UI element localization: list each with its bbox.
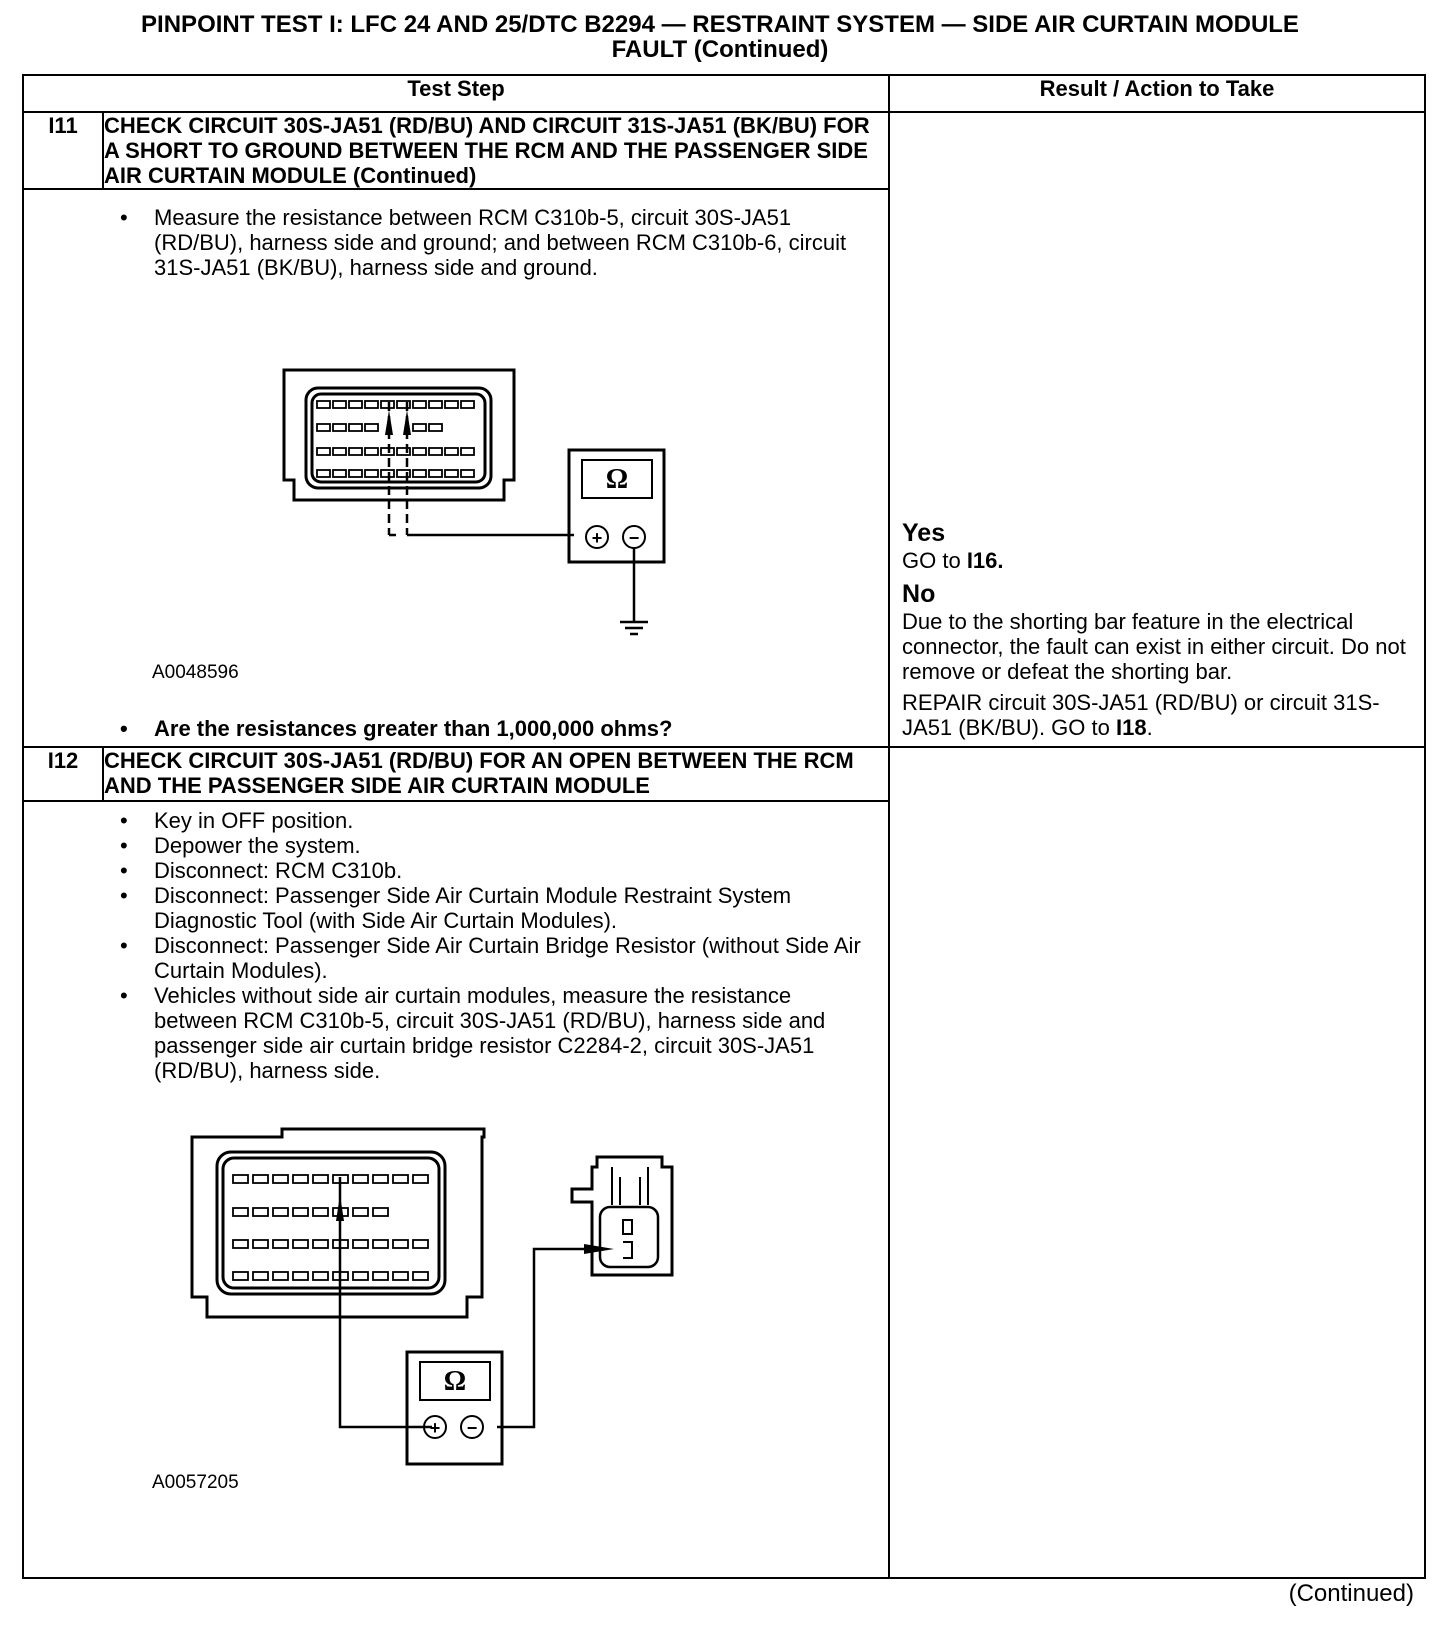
connector-ground-diagram — [224, 360, 784, 660]
bridge-resistor-connector — [572, 1157, 672, 1275]
ohm-symbol: Ω — [605, 464, 629, 495]
column-header-result: Result / Action to Take — [889, 75, 1425, 112]
step-number-i12: I12 — [23, 747, 103, 801]
instruction-item: • Disconnect: Passenger Side Air Curtain Bridge Resistor (without Side Air Curtain Modules). — [154, 933, 864, 983]
repair-suffix: . — [1146, 715, 1153, 740]
pinpoint-test-table — [22, 74, 1426, 1579]
instruction-item: • Vehicles without side air curtain modules, measure the resistance between RCM C310b-5, circuit 30S-JA51 (RD/BU), harness side and passenger side air curtain bridge resistor C2284-2, circuit 30S-JA51 (RD/BU), harness side. — [154, 983, 864, 1083]
connector-pin-rows — [233, 1175, 428, 1280]
step-body-i12 — [23, 801, 889, 1578]
repair-target: I18 — [1115, 715, 1147, 740]
meter-plus-terminal: + — [429, 1418, 441, 1438]
yes-action-target: I16. — [966, 548, 1004, 573]
step-question-i11 — [24, 716, 888, 741]
instruction-item: • Disconnect: Passenger Side Air Curtain Module Restraint System Diagnostic Tool (with Side Air Curtain Modules). — [154, 883, 864, 933]
result-cell-i12 — [889, 747, 1425, 1578]
repair-prefix: REPAIR circuit 30S-JA51 (RD/BU) or circuit 31S-JA51 (BK/BU). GO to — [902, 690, 1380, 740]
question-item: • Are the resistances greater than 1,000,000 ohms? — [154, 716, 864, 741]
probe-leads — [385, 402, 574, 535]
instruction-item: • Depower the system. — [154, 833, 864, 858]
rcm-connector-face — [217, 1152, 445, 1294]
continued-label: (Continued) — [1288, 1580, 1414, 1607]
result-no-label: No — [902, 580, 936, 608]
instruction-item: • Measure the resistance between RCM C310b-5, circuit 30S-JA51 (RD/BU), harness side and ground; and between RCM C310b-6, circuit 31S-JA51 (BK/BU), harness side and ground. — [154, 205, 864, 280]
result-yes-label: Yes — [902, 519, 946, 547]
step-instructions-i12 — [24, 808, 888, 1083]
title-line-1: PINPOINT TEST I: LFC 24 AND 25/DTC B2294 — RESTRAINT SYSTEM — SIDE AIR CURTAIN MODULE — [141, 11, 1299, 38]
step-heading-i11: CHECK CIRCUIT 30S-JA51 (RD/BU) AND CIRCUIT 31S-JA51 (BK/BU) FOR A SHORT TO GROUND BETWEEN THE RCM AND THE PASSENGER SIDE AIR CURTAIN MODULE (Continued) — [103, 112, 889, 189]
result-no-text: Due to the shorting bar feature in the electrical connector, the fault can exist in either circuit. Do not remove or defeat the shorting bar. — [902, 609, 1406, 684]
column-header-test-step: Test Step — [23, 75, 889, 112]
ohm-symbol: Ω — [443, 1366, 467, 1397]
connector-pin-rows — [317, 401, 474, 477]
meter-minus-terminal: − — [466, 1418, 478, 1438]
step-instructions-i11 — [24, 205, 888, 280]
title-line-2: FAULT (Continued) — [611, 36, 829, 63]
probe-leads — [336, 1177, 614, 1427]
meter-plus-terminal: + — [591, 528, 603, 548]
yes-action-prefix: GO to — [902, 548, 967, 573]
figure-id-a0048596: A0048596 — [152, 662, 239, 683]
result-yes-action — [902, 548, 1410, 573]
connector-open-circuit-diagram — [162, 1127, 722, 1472]
instruction-item: • Disconnect: RCM C310b. — [154, 858, 864, 883]
page-title — [0, 12, 1440, 62]
step-heading-i12: CHECK CIRCUIT 30S-JA51 (RD/BU) FOR AN OPEN BETWEEN THE RCM AND THE PASSENGER SIDE AIR CURTAIN MODULE — [103, 747, 889, 801]
figure-id-a0057205: A0057205 — [152, 1472, 239, 1493]
meter-minus-terminal: − — [628, 528, 640, 548]
step-body-i11 — [23, 189, 889, 747]
step-number-i11: I11 — [23, 112, 103, 189]
result-i11 — [890, 518, 1424, 740]
instruction-item: • Key in OFF position. — [154, 808, 864, 833]
result-cell-i11 — [889, 112, 1425, 747]
result-no-repair — [902, 690, 1410, 740]
